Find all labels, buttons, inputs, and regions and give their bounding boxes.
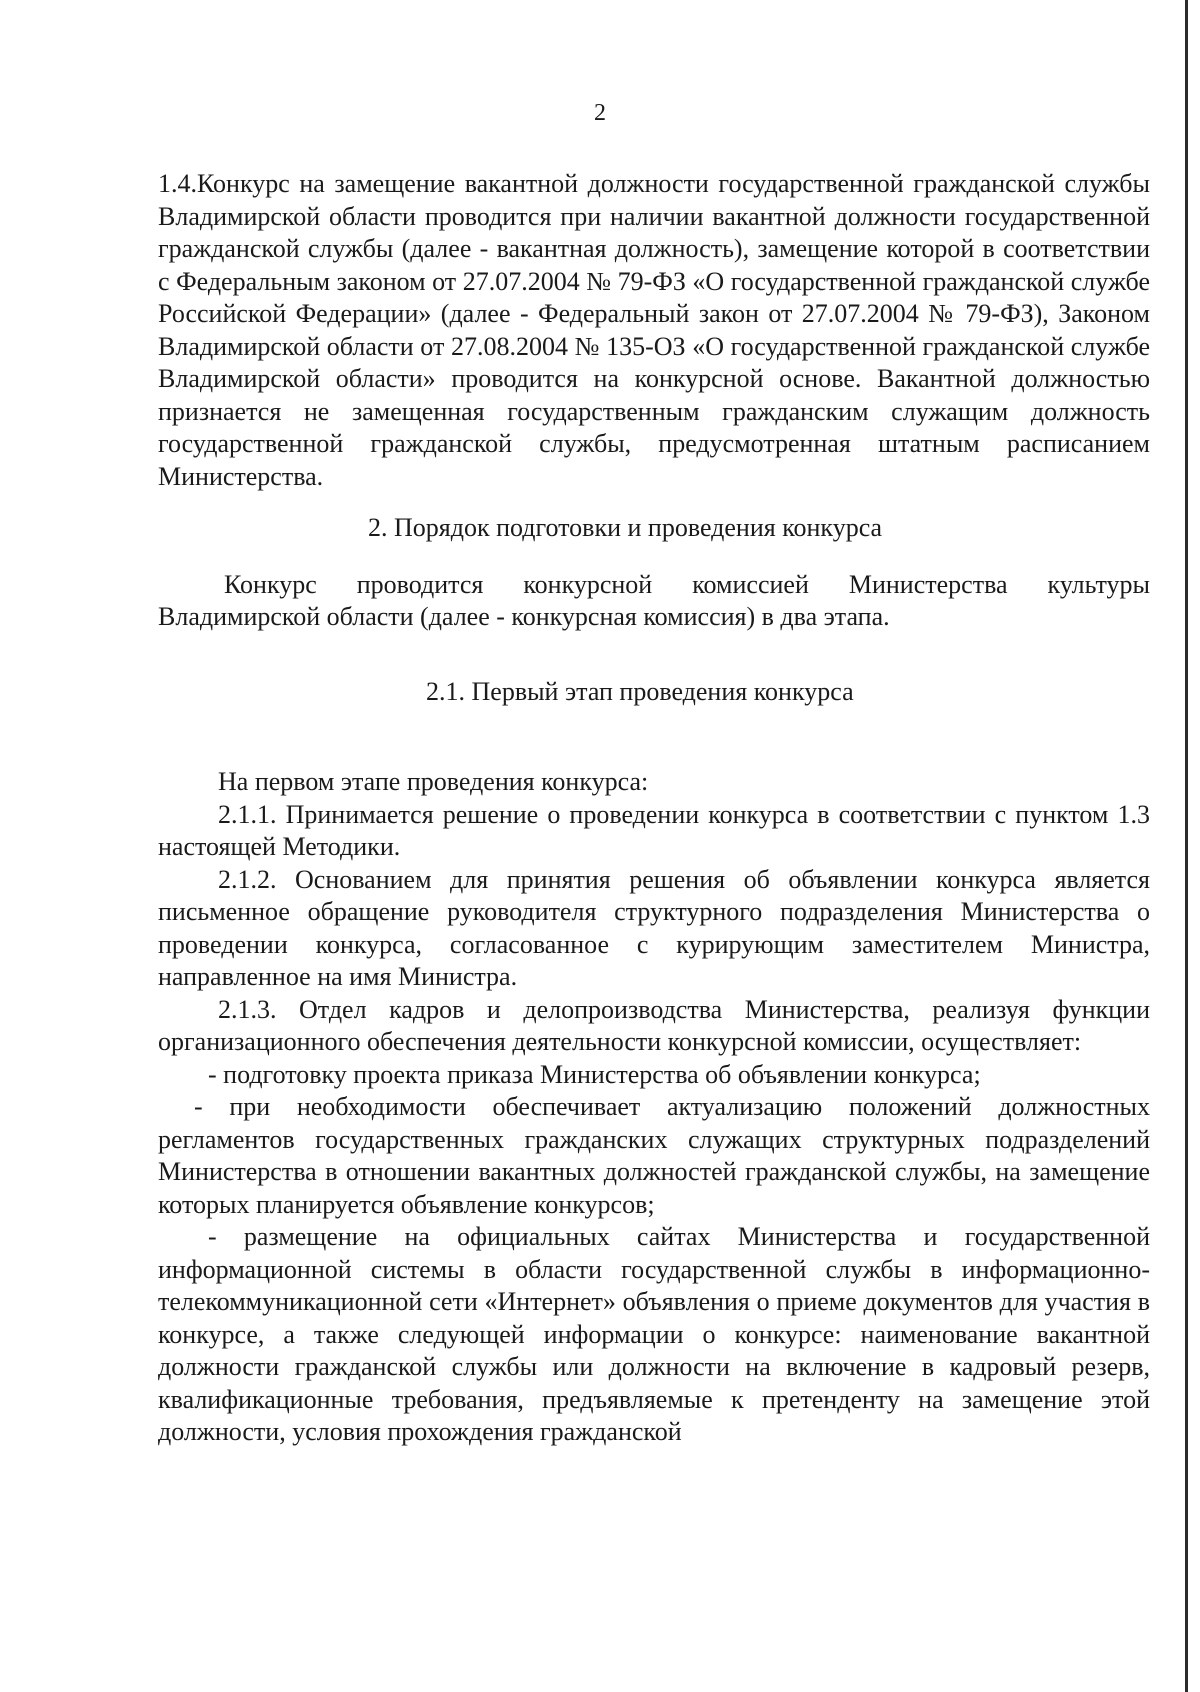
- paragraph-1-4: 1.4.Конкурс на замещение вакантной должности государственной гражданской службы Владимирской области проводится при наличии вакантной должности государственной гражданской службы (далее - вакантная должность), замещение которой в соответствии с Федеральным законом от 27.07.2004 № 79-ФЗ «О государственной гражданской службе Российской Федерации» (далее - Федеральный закон от 27.07.2004 № 79-ФЗ), Законом Владимирской области от 27.08.2004 № 135-ОЗ «О государственной гражданской службе Владимирской области» проводится на конкурсной основе. Вакантной должностью признается не замещенная государственным гражданским служащим должность государственной гражданской службы, предусмотренная штатным расписанием Министерства.: [158, 169, 1150, 491]
- document-body: [158, 168, 1150, 1449]
- paragraph-2-1-2: 2.1.2. Основанием для принятия решения об объявлении конкурса является письменное обращение руководителя структурного подразделения Министерства о проведении конкурса, согласованное с курирующим заместителем Министра, направленное на имя Министра.: [158, 864, 1150, 991]
- subsection-heading-2-1: 2.1. Первый этап проведения конкурса: [426, 676, 854, 706]
- page-number: 2: [594, 100, 606, 126]
- list-item-dash-2: - при необходимости обеспечивает актуализацию положений должностных регламентов государственных гражданских служащих структурных подразделений Министерства в отношении вакантных должностей гражданской службы, на замещение которых планируется объявление конкурсов;: [158, 1092, 1150, 1219]
- list-item-dash-1: - подготовку проекта приказа Министерства об объявлении конкурса;: [208, 1059, 981, 1089]
- section-heading-2: 2. Порядок подготовки и проведения конкурса: [368, 513, 883, 542]
- paragraph-2-1-3: 2.1.3. Отдел кадров и делопроизводства Министерства, реализуя функции организационного обеспечения деятельности конкурсной комиссии, осуществляет:: [158, 994, 1150, 1056]
- paragraph-section-2-intro: Конкурс проводится конкурсной комиссией Министерства культуры Владимирской области (далее - конкурсная комиссия) в два этапа.: [158, 569, 1150, 631]
- paragraph-first-stage: На первом этапе проведения конкурса:: [218, 767, 649, 796]
- paragraph-2-1-1: 2.1.1. Принимается решение о проведении конкурса в соответствии с пунктом 1.3 настоящей Методики.: [158, 799, 1150, 861]
- list-item-dash-3: - размещение на официальных сайтах Министерства и государственной информационной системы в области государственной службы в информационно-телекоммуникационной сети «Интернет» объявления о приеме документов для участия в конкурсе, а также следующей информации о конкурсе: наименование вакантной должности гражданской службы или должности на включение в кадровый резерв, квалификационные требования, предъявляемые к претенденту на замещение этой должности, условия прохождения гражданской: [158, 1222, 1150, 1446]
- page-edge-line: [1185, 0, 1188, 1692]
